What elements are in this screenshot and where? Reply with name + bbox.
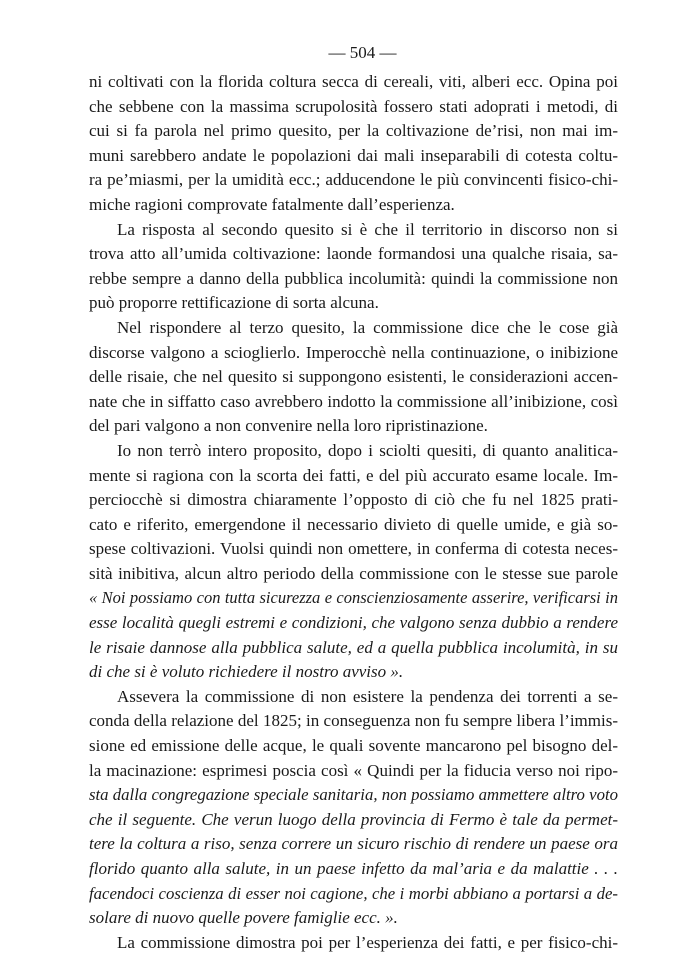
text-line: Io non terrò intero proposito, dopo i sciolti quesiti, di quanto analitica- (117, 440, 618, 460)
quote-line: « Noi possiamo con tutta sicurezza e conscienziosamente asserire, verificarsi in (89, 588, 618, 608)
text-line: può proporre rettificazione di sorta alcuna. (89, 293, 379, 313)
quote-line: solare di nuovo quelle povere famiglie ecc. ». (89, 908, 398, 928)
text-line: Nel rispondere al terzo quesito, la commissione dice che le cose già (117, 317, 618, 337)
text-line: perciocchè si dimostra chiaramente l’opposto di ciò che fu nel 1825 prati- (89, 490, 618, 510)
quote-line: le risaie dannose alla pubblica salute, ed a quella pubblica incolumità, in su (89, 637, 618, 657)
text-line: delle risaie, che nel quesito si suppongono esistenti, le considerazioni accen- (89, 367, 618, 387)
text-line: trova atto all’umida coltivazione: laonde formandosi una qualche risaia, sa- (89, 244, 618, 264)
text-line: La commissione dimostra poi per l’esperienza dei fatti, e per fisico-chi- (117, 932, 618, 952)
text-line: ni coltivati con la florida coltura secca di cereali, viti, alberi ecc. Opina poi (89, 72, 618, 91)
paragraph-4 (89, 439, 618, 685)
text-line: La risposta al secondo quesito si è che il territorio in discorso non si (117, 219, 618, 239)
paragraph-3 (89, 316, 618, 439)
paragraph-5 (89, 685, 618, 931)
text-line: mente si ragiona con la scorta dei fatti, e del più accurato esame locale. Im- (89, 465, 618, 485)
text-line: rebbe sempre a danno della pubblica incolumità: quindi la commissione non (89, 268, 618, 288)
text-line: discorse valgono a scioglierlo. Imperocchè nella continuazione, o inibizione (89, 342, 618, 362)
text-line: del pari valgono a non convenire nella loro ripristinazione. (89, 416, 488, 436)
text-line: muni sarebbero andate le popolazioni dai mali inseparabili di cotesta coltu- (89, 145, 618, 165)
quote-line: di che si è voluto richiedere il nostro avviso ». (89, 662, 404, 682)
text-line: miche ragioni comprovate fatalmente dall’esperienza. (89, 194, 455, 214)
text-line: cui si fa parola nel primo quesito, per la coltivazione de’risi, non mai im- (89, 121, 618, 141)
page-number: — 504 — (328, 43, 397, 62)
text-line: ra pe’miasmi, per la umidità ecc.; adducendone le più convincenti fisico-chi- (89, 170, 618, 190)
quote-line: esse località quegli estremi e condizioni, che valgono senza dubbio a rendere (89, 613, 618, 633)
quote-line: sta dalla congregazione speciale sanitaria, non possiamo ammettere altro voto (89, 785, 618, 805)
quote-line: tere la coltura a riso, senza correre un sicuro rischio di rendere un paese ora (89, 834, 618, 854)
quote-line: florido quanto alla salute, in un paese infetto da mal’aria e da malattie . . . (89, 859, 618, 878)
text-line: la macinazione: esprimesi poscia così « Quindi per la fiducia verso noi ripo- (89, 760, 618, 780)
text-line: conda della relazione del 1825; in conseguenza non fu sempre libera l’immis- (89, 711, 618, 731)
text-line: sione ed emissione delle acque, le quali sovente mancarono pel bisogno del- (89, 736, 618, 756)
text-line: nate che in siffatto caso avrebbero indotto la commissione all’inibizione, così (89, 391, 618, 411)
paragraph-6 (89, 931, 618, 955)
text-line: cato e riferito, emergendone il necessario divieto di quelle umide, e già so- (89, 514, 618, 534)
quote-line: facendoci coscienza di esser noi cagione, che i morbi abbiano a portarsi a de- (89, 883, 618, 903)
paragraph-2 (89, 218, 618, 316)
quote-line: che il seguente. Che verun luogo della provincia di Fermo è tale da permet- (89, 809, 618, 829)
text-line: Assevera la commissione di non esistere la pendenza dei torrenti a se- (117, 686, 618, 706)
paragraph-1 (89, 70, 618, 218)
text-line: sità inibitiva, alcun altro periodo della commissione con le stesse sue parole (89, 563, 618, 583)
text-line: che sebbene con la massima scrupolosità fossero stati adoprati i metodi, di (89, 96, 618, 116)
text-line: spese coltivazioni. Vuolsi quindi non omettere, in conferma di cotesta neces- (89, 539, 618, 559)
